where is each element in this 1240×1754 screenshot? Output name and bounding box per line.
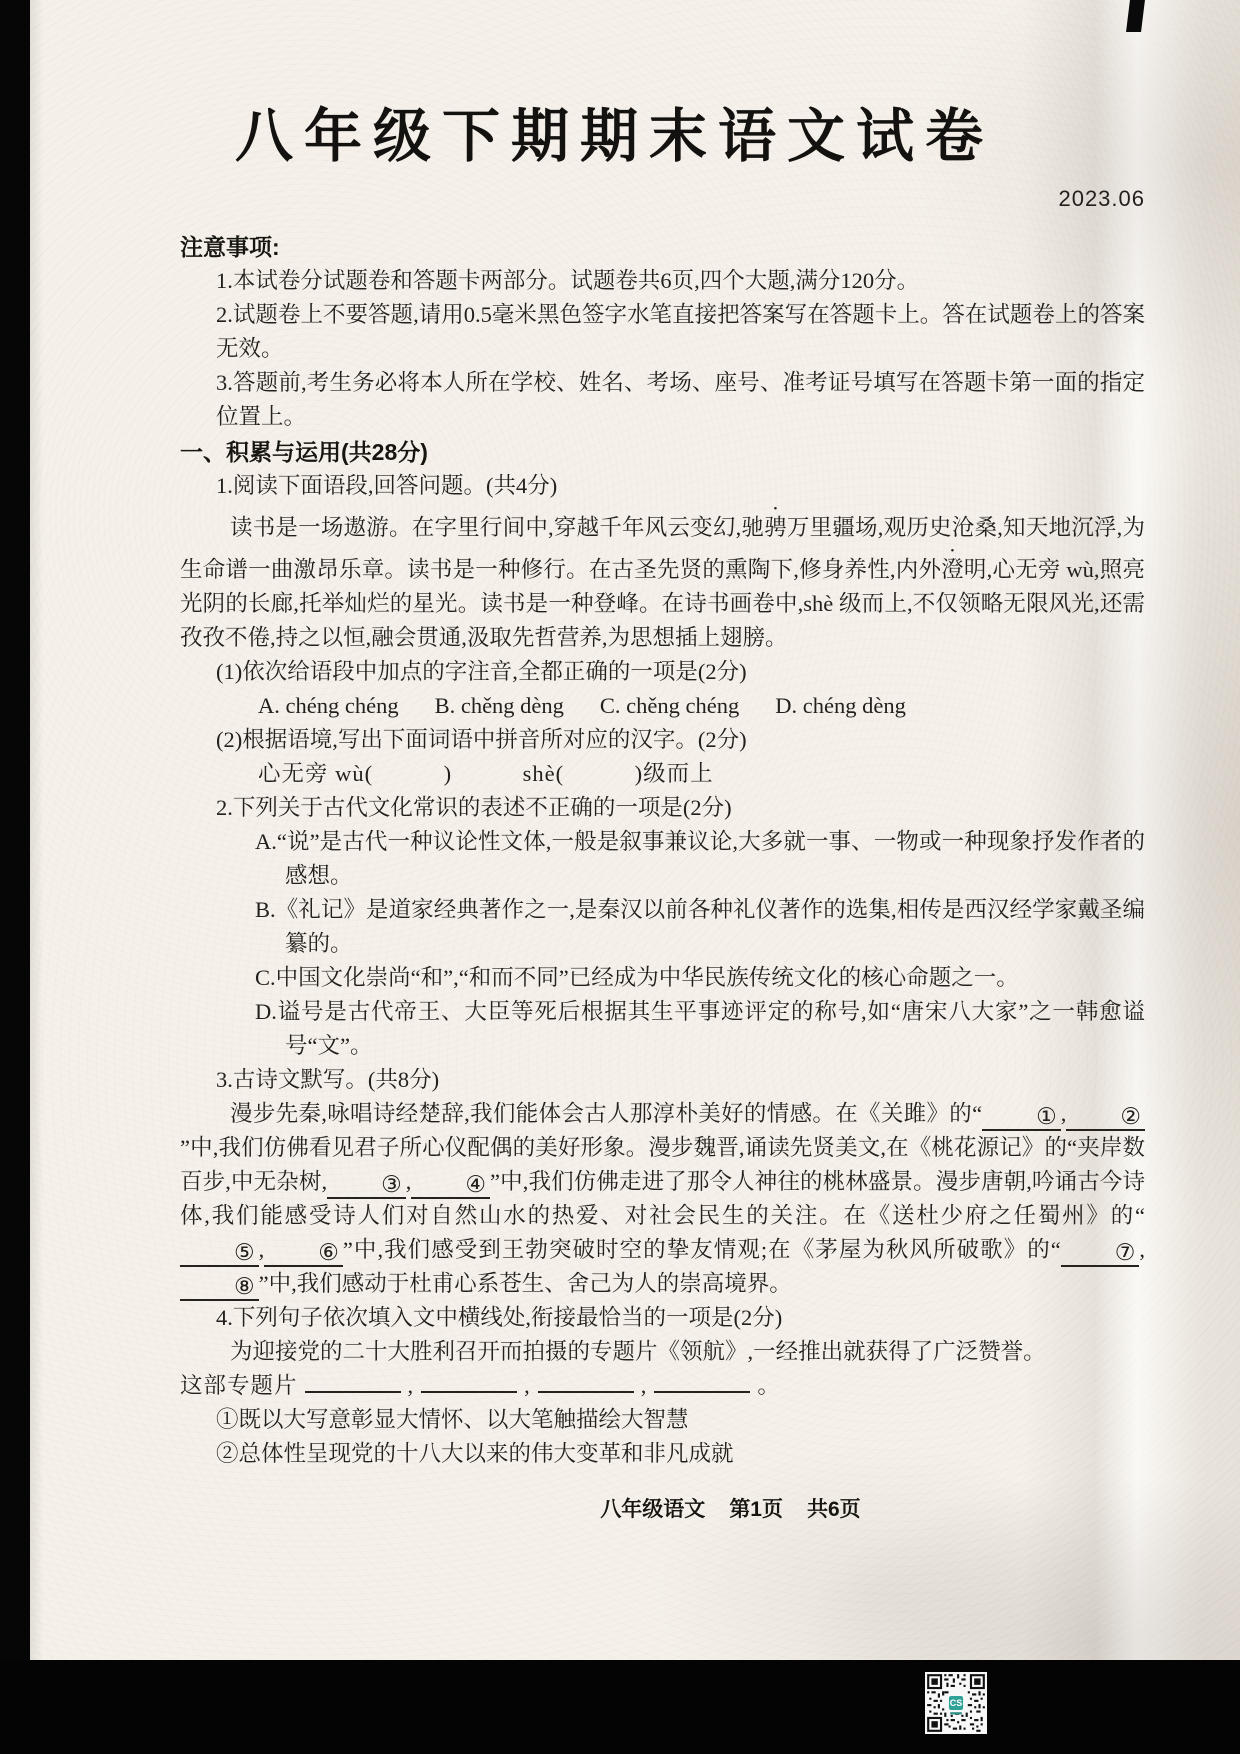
camscanner-badge (947, 1694, 964, 1714)
question-3-stem: 3.古诗文默写。(共8分) (216, 1067, 440, 1092)
section-1-heading: 一、积累与运用(共28分) (180, 439, 428, 465)
exam-date: 2023.06 (1058, 186, 1145, 211)
comma: , (1139, 1237, 1145, 1262)
option-d: D. chéng dèng (775, 693, 906, 718)
passage-text: ”中,我们仿佛看见君子所心仪配偶的美好形象。漫步魏晋,诵读先贤美文,在《桃花源记》的“夹岸数百步,中无杂树, (180, 1135, 1145, 1194)
question-2-option-d: D.谥号是古代帝王、大臣等死后根据其生平事迹评定的称号,如“唐宋八大家”之一韩愈谥号“文”。 (255, 999, 1145, 1058)
blank-underline (305, 1375, 401, 1393)
dotted-character: 骋 (764, 515, 787, 540)
option-a: A. chéng chéng (258, 693, 399, 718)
question-1-sub-2: (2)根据语境,写出下面词语中拼音所对应的汉字。(2分) (216, 727, 747, 752)
comma: , (1060, 1101, 1067, 1126)
comma: , (407, 1373, 415, 1398)
question-1-stem: 1.阅读下面语段,回答问题。(共4分) (216, 473, 558, 498)
question-4-stem: 4.下列句子依次填入文中横线处,衔接最恰当的一项是(2分) (216, 1305, 783, 1330)
scan-black-band (0, 1660, 1240, 1754)
blank-6: ⑥ (264, 1241, 343, 1267)
footer-page-total: 共6页 (807, 1498, 861, 1521)
blank-2: ② (1066, 1105, 1145, 1131)
comma: , (258, 1237, 265, 1262)
blank-1: ① (982, 1105, 1061, 1131)
comma: , (405, 1169, 412, 1194)
camscanner-qr-code (925, 1672, 987, 1734)
page-content (180, 0, 1145, 1527)
question-2-option-a: A.“说”是古代一种议论性文体,一般是叙事兼议论,大多就一事、一物或一种现象抒发作者的感想。 (255, 829, 1145, 888)
question-1-fill-line: 心无旁 wù( ) shè( )级而上 (258, 761, 714, 786)
notice-item: 2.试题卷上不要答题,请用0.5毫米黑色签字水笔直接把答案写在答题卡上。答在试题卷上的答案无效。 (216, 302, 1145, 361)
svg-text:CS: CS (949, 1697, 963, 1708)
lead-text: 这部专题片 (180, 1373, 298, 1398)
blank-4: ④ (411, 1173, 490, 1199)
question-2-option-b: B.《礼记》是道家经典著作之一,是秦汉以前各种礼仪著作的选集,相传是西汉经学家戴圣编纂的。 (255, 897, 1145, 956)
blank-3: ③ (327, 1173, 406, 1199)
passage-text: 读书是一场遨游。在字里行间中,穿越千年风云变幻,驰 (230, 515, 765, 540)
blank-underline (421, 1375, 517, 1393)
notices-heading: 注意事项: (180, 234, 280, 260)
passage-text: 明,心无旁 wù,照亮光阴的长廊,托举灿烂的星光。读书是一种登峰。在诗书画卷中,shè 级而上,不仅领略无限风光,还需孜孜不倦,持之以恒,融会贯通,汲取先哲营养,为思想插上翅膀。 (180, 557, 1145, 650)
scanned-exam-page (30, 0, 1240, 1660)
dotted-character: 澄 (941, 557, 964, 582)
footer-course: 八年级语文 (600, 1498, 706, 1521)
blank-7: ⑦ (1061, 1241, 1140, 1267)
question-2-option-c: C.中国文化崇尚“和”,“和而不同”已经成为中华民族传统文化的核心命题之一。 (255, 965, 1019, 990)
question-1-option-row (258, 689, 1145, 723)
blank-8: ⑧ (180, 1275, 259, 1301)
blank-5: ⑤ (180, 1241, 259, 1267)
page-title: 八年级下期期末语文试卷 (234, 104, 994, 169)
passage-text: ”中,我们感受到王勃突破时空的挚友情观;在《茅屋为秋风所破歌》的“ (342, 1237, 1061, 1262)
question-4-blank-line (180, 1369, 1145, 1403)
page-footer (248, 1493, 1213, 1527)
option-c: C. chěng chéng (599, 693, 740, 718)
question-4-intro: 为迎接党的二十大胜利召开而拍摄的专题片《领航》,一经推出就获得了广泛赞誉。 (230, 1339, 1046, 1364)
passage-text: 漫步先秦,咏唱诗经楚辞,我们能体会古人那淳朴美好的情感。在《关雎》的“ (230, 1101, 983, 1126)
passage-text: 万里疆场,观历史沧桑,知天地沉浮,为生命谱一曲激昂乐章。读书是一种修行。在古圣先贤的熏陶下,修身养性,内外 (180, 515, 1145, 582)
passage-text: ”中,我们仿佛走进了那令人神往的桃林盛景。漫步唐朝,吟诵古今诗体,我们能感受诗人们对自然山水的热爱、对社会民生的关注。在《送杜少府之任蜀州》的“ (180, 1169, 1145, 1228)
blank-underline (538, 1375, 634, 1393)
comma: , (640, 1373, 648, 1398)
notice-item: 3.答题前,考生务必将本人所在学校、姓名、考场、座号、准考证号填写在答题卡第一面的指定位置上。 (216, 370, 1145, 429)
period: 。 (757, 1373, 781, 1398)
question-1-passage (180, 503, 1145, 655)
question-2-stem: 2.下列关于古代文化常识的表述不正确的一项是(2分) (216, 795, 732, 820)
comma: , (524, 1373, 531, 1398)
question-4-item-2: ②总体性呈现党的十八大以来的伟大变革和非凡成就 (216, 1441, 734, 1466)
question-4-item-1: ①既以大写意彰显大情怀、以大笔触描绘大智慧 (216, 1407, 689, 1432)
notice-item: 1.本试卷分试题卷和答题卡两部分。试题卷共6页,四个大题,满分120分。 (216, 268, 920, 293)
blank-underline (654, 1375, 750, 1393)
question-3-passage (180, 1097, 1145, 1301)
footer-page-number: 第1页 (729, 1498, 783, 1521)
passage-text: ”中,我们感动于杜甫心系苍生、舍己为人的崇高境界。 (258, 1271, 792, 1296)
question-1-sub-1: (1)依次给语段中加点的字注音,全都正确的一项是(2分) (216, 659, 747, 684)
option-b: B. chěng dèng (434, 693, 564, 718)
